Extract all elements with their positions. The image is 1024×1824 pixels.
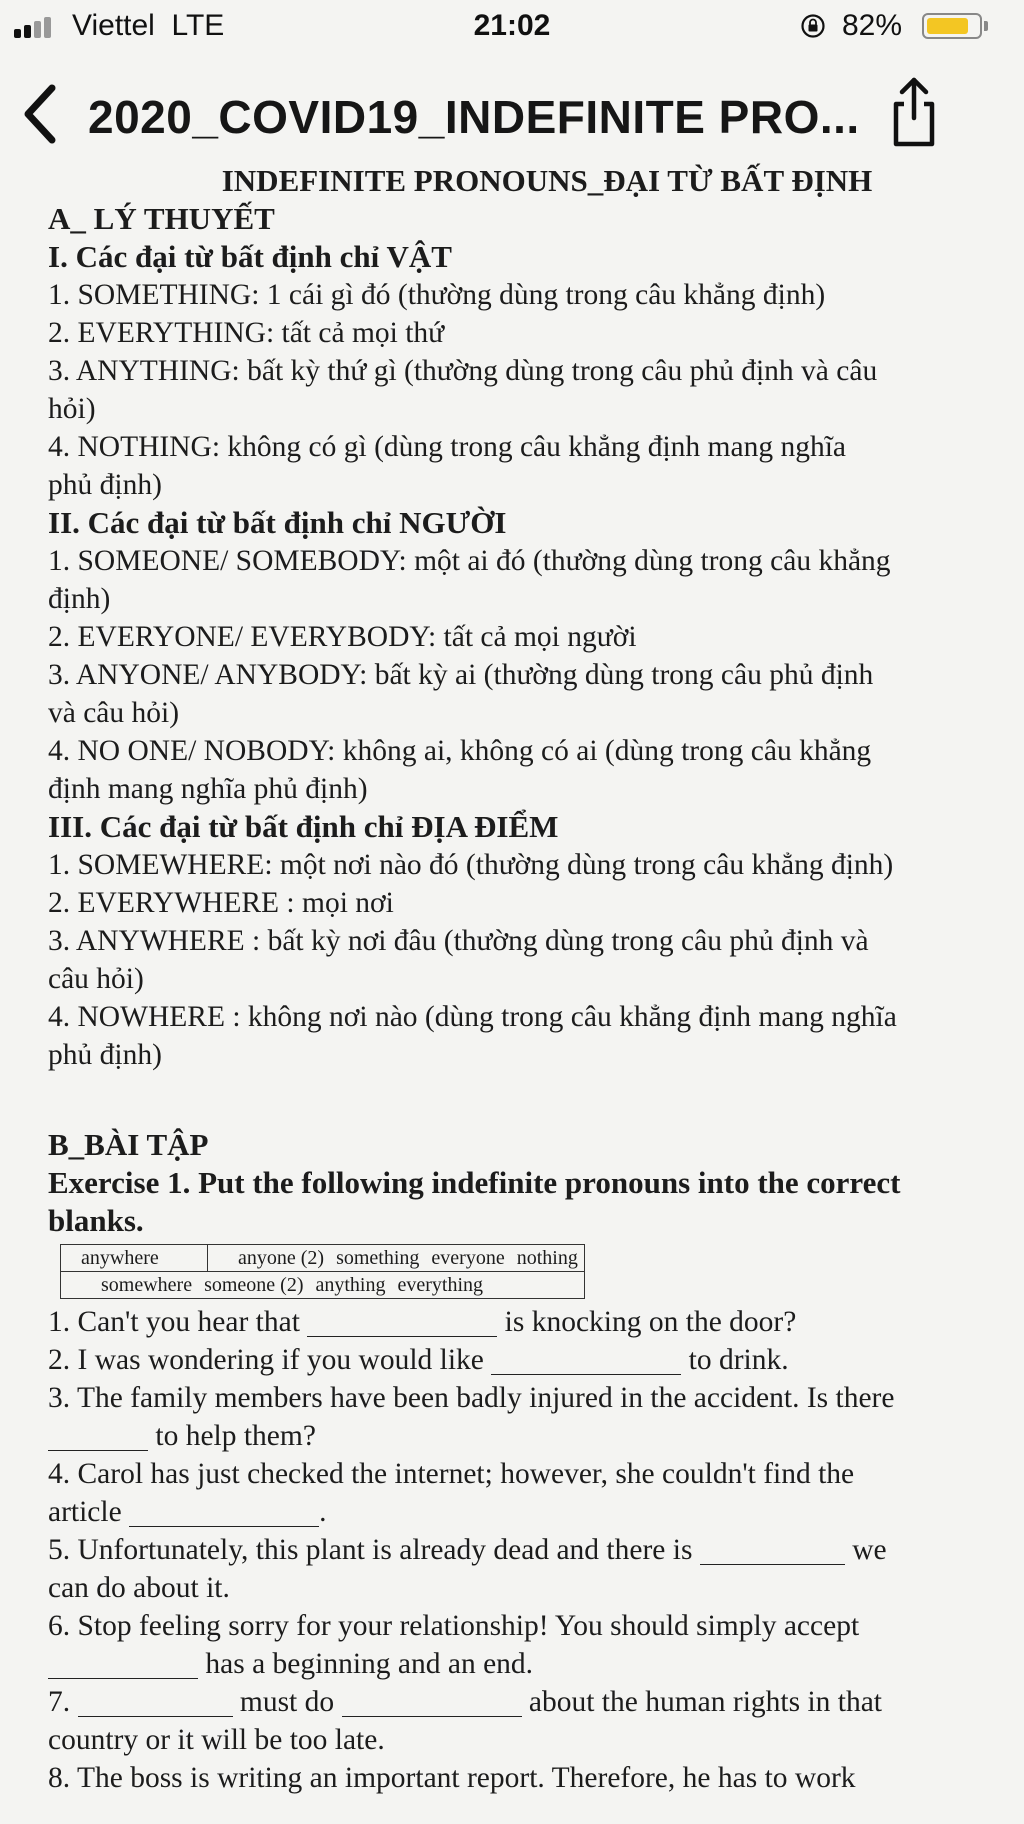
document-page[interactable]: [48, 162, 1006, 1797]
word-option: nothing: [516, 1247, 578, 1269]
spacer: [48, 1074, 1006, 1126]
part1-line: 4. NOTHING: không có gì (dùng trong câu khẳng định mang nghĩa: [48, 431, 846, 463]
question-7-cont: country or it will be too late.: [48, 1724, 385, 1756]
answer-blank[interactable]: [129, 1496, 319, 1527]
question-6: 6. Stop feeling sorry for your relationship! You should simply accept: [48, 1610, 860, 1642]
network-label: LTE: [171, 9, 225, 42]
clock: 21:02: [473, 9, 551, 42]
word-option: anywhere: [81, 1247, 159, 1269]
word-option: anyone (2): [238, 1247, 325, 1269]
word-option: everything: [397, 1274, 484, 1296]
exercise-heading-cont: blanks.: [48, 1203, 144, 1238]
part2-line: 1. SOMEONE/ SOMEBODY: một ai đó (thường dùng trong câu khẳng: [48, 545, 891, 577]
question-5-cont: can do about it.: [48, 1572, 230, 1604]
word-option: someone (2): [204, 1274, 304, 1296]
page-title: INDEFINITE PRONOUNS_ĐẠI TỪ BẤT ĐỊNH: [221, 163, 873, 198]
battery-percent: 82%: [842, 9, 903, 42]
part3-line: 1. SOMEWHERE: một nơi nào đó (thường dùng trong câu khẳng định): [48, 849, 894, 881]
status-bar: [0, 0, 1024, 56]
part1-line: phủ định): [48, 469, 162, 501]
exercise-heading: Exercise 1. Put the following indefinite pronouns into the correct: [48, 1165, 901, 1200]
part2-heading: II. Các đại từ bất định chỉ NGƯỜI: [48, 505, 507, 540]
part3-heading: III. Các đại từ bất định chỉ ĐỊA ĐIỂM: [48, 809, 559, 844]
word-box-cell: [208, 1245, 585, 1272]
word-box-row: [61, 1245, 585, 1272]
part2-line: định): [48, 583, 111, 615]
question-3-cont: to help them?: [48, 1417, 1006, 1455]
share-icon: [884, 72, 944, 152]
answer-blank[interactable]: [78, 1686, 233, 1717]
question-4: 4. Carol has just checked the internet; however, she couldn't find the: [48, 1458, 855, 1490]
part3-line: 3. ANYWHERE : bất kỳ nơi đâu (thường dùng trong câu phủ định và: [48, 925, 869, 957]
rotation-lock-icon: [800, 13, 826, 39]
document-title: 2020_COVID19_INDEFINITE PRO...: [88, 91, 860, 143]
part1-heading: I. Các đại từ bất định chỉ VẬT: [48, 239, 452, 274]
part1-line: 1. SOMETHING: 1 cái gì đó (thường dùng trong câu khẳng định): [48, 279, 826, 311]
chevron-left-icon: [20, 84, 60, 144]
question-7: 7. must do about the human rights in that: [48, 1686, 882, 1718]
carrier-label: Viettel LTE: [72, 9, 225, 42]
answer-blank[interactable]: [48, 1648, 198, 1679]
part1-line: 2. EVERYTHING: tất cả mọi thứ: [48, 317, 445, 349]
part2-line: 2. EVERYONE/ EVERYBODY: tất cả mọi người: [48, 621, 637, 653]
answer-blank[interactable]: [700, 1534, 845, 1565]
question-5: 5. Unfortunately, this plant is already dead and there is we: [48, 1534, 887, 1566]
section-a-heading: A_ LÝ THUYẾT: [48, 201, 275, 236]
question-8: 8. The boss is writing an important report. Therefore, he has to work: [48, 1762, 856, 1794]
word-option: everyone: [431, 1247, 505, 1269]
navigation-bar: [0, 56, 1024, 160]
question-6-cont: has a beginning and an end.: [48, 1645, 1006, 1683]
word-option: anything: [315, 1274, 386, 1296]
part2-line: định mang nghĩa phủ định): [48, 773, 368, 805]
part2-line: 4. NO ONE/ NOBODY: không ai, không có ai (dùng trong câu khẳng: [48, 735, 872, 767]
share-button[interactable]: [884, 72, 944, 152]
word-option: something: [336, 1247, 420, 1269]
answer-blank[interactable]: [307, 1306, 497, 1337]
part3-line: 2. EVERYWHERE : mọi nơi: [48, 887, 394, 919]
question-3: 3. The family members have been badly injured in the accident. Is there: [48, 1382, 895, 1414]
battery-icon: [922, 13, 982, 39]
word-box-cell: [61, 1272, 585, 1299]
part2-line: 3. ANYONE/ ANYBODY: bất kỳ ai (thường dùng trong câu phủ định: [48, 659, 874, 691]
answer-blank[interactable]: [342, 1686, 522, 1717]
part2-line: và câu hỏi): [48, 697, 180, 729]
battery-level-fill: [927, 18, 968, 34]
word-box: [60, 1244, 585, 1299]
battery-tip: [984, 21, 988, 31]
answer-blank[interactable]: [491, 1344, 681, 1375]
word-option: somewhere: [101, 1274, 193, 1296]
part1-line: hỏi): [48, 393, 96, 425]
question-2: 2. I was wondering if you would like to drink.: [48, 1344, 789, 1376]
part3-line: phủ định): [48, 1039, 162, 1071]
answer-blank[interactable]: [48, 1420, 148, 1451]
word-box-cell: [61, 1245, 208, 1272]
part3-line: 4. NOWHERE : không nơi nào (dùng trong câu khẳng định mang nghĩa: [48, 1001, 897, 1033]
section-b-heading: B_BÀI TẬP: [48, 1127, 209, 1162]
question-4-cont: article .: [48, 1496, 327, 1528]
question-1: 1. Can't you hear that is knocking on the door?: [48, 1306, 797, 1338]
part1-line: 3. ANYTHING: bất kỳ thứ gì (thường dùng trong câu phủ định và câu: [48, 355, 878, 387]
back-button[interactable]: [20, 84, 60, 144]
word-box-row: [61, 1272, 585, 1299]
part3-line: câu hỏi): [48, 963, 144, 995]
